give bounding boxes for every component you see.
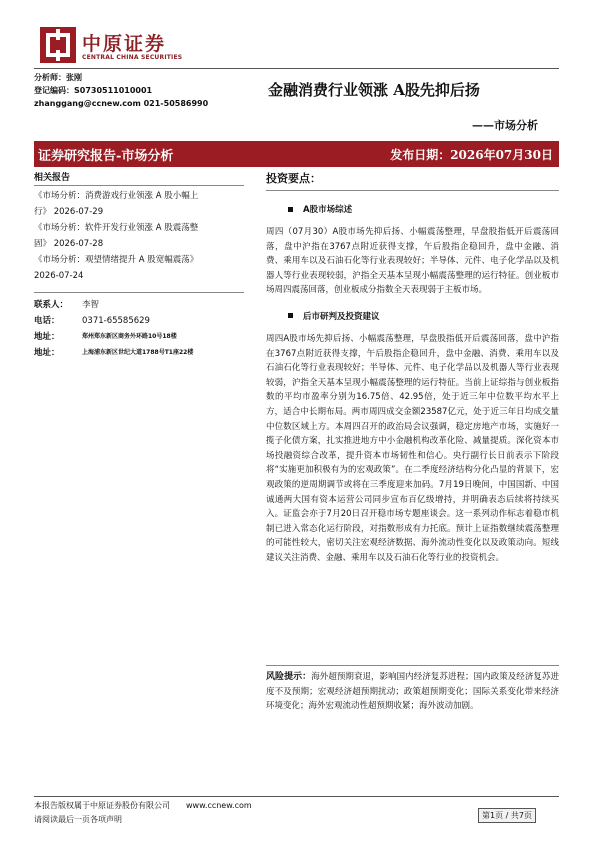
contact-address-value: 上海浦东新区世纪大道1788号T1座22楼 <box>82 349 194 356</box>
key-points-title: 投资要点： <box>266 170 559 191</box>
report-title: 金融消费行业领涨 A股先抑后扬 <box>268 81 480 99</box>
section-heading <box>266 203 559 215</box>
brand-logo-icon <box>40 27 76 63</box>
contact-person-label: 联系人： <box>34 300 69 310</box>
analyst-info <box>34 71 208 110</box>
contact-address-row <box>34 345 244 361</box>
risk-text: 海外超预期衰退，影响国内经济复苏进程；国内政策及经济复苏进度不及预期；宏观经济超预期扰动；政策超预期变化；国际关系变化带来经济环境变化；海外宏观流动性超预期收紧；海外波动加剧。 <box>266 672 559 712</box>
report-date: 发布日期：2026年07月30日 <box>390 148 553 162</box>
related-report-title: 《市场分析：软件开发行业领涨 A 股震荡整 <box>34 223 199 233</box>
contact-person-row <box>34 297 244 313</box>
contact-phone-label: 电话： <box>34 316 60 326</box>
sidebar <box>34 170 244 361</box>
related-report-item[interactable] <box>34 188 244 220</box>
section-heading-text: 后市研判及投资建议 <box>303 311 380 322</box>
related-report-title: 《市场分析：观望情绪提升 A 股宽幅震荡》 <box>34 255 199 265</box>
risk-warning <box>266 665 559 714</box>
related-report-item[interactable] <box>34 252 244 284</box>
report-subtitle: ——市场分析 <box>472 119 538 132</box>
contact-phone-value: 0371-65585629 <box>82 316 150 326</box>
header-divider <box>34 68 559 69</box>
related-reports-heading: 相关报告 <box>34 170 244 186</box>
analyst-contact: zhanggang@ccnew.com 021-50586990 <box>34 99 209 108</box>
contact-address-value: 郑州郑东新区商务外环路10号18楼 <box>82 333 177 340</box>
key-points <box>266 170 559 565</box>
risk-label: 风险提示： <box>266 672 312 682</box>
section-heading <box>266 310 559 322</box>
contact-phone-row <box>34 313 244 329</box>
bullet-square-icon <box>288 313 293 318</box>
footer-url-link[interactable]: www.ccnew.com <box>186 801 252 810</box>
report-banner <box>34 141 559 167</box>
outlook-paragraph: 周四A股市场先抑后扬、小幅震荡整理，早盘股指低开后震荡回落，盘中沪指在3767点附近获得支撑，午后股指企稳回升，盘中金融、消费、乘用车以及石油石化等行业表现较好；半导体、元件、电子化学品以及机器人等行业表现较弱，沪指全天基本呈现小幅震荡整理的运行特征。当前上证综指与创业板指数的平均市盈率分别为16.75倍、42.95倍，处于近三年中位数平均水平上方，适合中长期布局。两市周四成交金额23587亿元，处于近三年日均成交量中位数区域上方。本周四召开的政治局会议强调，稳定房地产市场，实施好一揽子化债方案，扎实推进地方中小金融机构改革化险、减量提质。深化资本市场投融资综合改革，提升资本市场韧性和信心。央行副行长日前表示下阶段将“实施更加积极有为的宏观政策”。在二季度经济结构分化凸显的背景下，宏观政策的逆周期调节或将在三季度迎来加码。7月19日晚间，中国国新、中国诚通两大国有资本运营公司同步宣布百亿级增持，并明确表态后续将持续买入。证监会亦于7月20日召开稳市场专题座谈会。这一系列动作标志着稳市机制已进入常态化运行阶段，对指数形成有力托底。预计上证指数继续震荡整理的可能性较大，密切关注宏观经济数据、海外流动性变化以及政策动向。短线建议关注消费、金融、乘用车以及石油石化等行业的投资机会。 <box>266 333 559 563</box>
related-reports-list <box>34 188 244 284</box>
related-report-date: 2026-07-24 <box>34 271 84 281</box>
related-report-title: 《市场分析：消费游戏行业领涨 A 股小幅上 <box>34 191 199 201</box>
related-report-date: 固》 2026-07-28 <box>34 239 104 249</box>
brand-name-cn: 中原证券 <box>82 33 167 55</box>
related-report-item[interactable] <box>34 220 244 252</box>
contact-block <box>34 297 244 361</box>
footer-disclaimer: 请阅读最后一页各项声明 <box>34 815 122 824</box>
section-heading-text: A股市场综述 <box>303 205 353 215</box>
footer-copyright: 本报告版权属于中原证券股份有限公司 <box>34 801 170 810</box>
page-indicator: 第1页 / 共7页 <box>478 808 536 823</box>
analyst-name: 分析师：张刚 <box>34 73 82 82</box>
bullet-square-icon <box>288 207 293 212</box>
brand-logo <box>40 27 190 67</box>
market-summary-paragraph: 周四（07月30）A股市场先抑后扬、小幅震荡整理，早盘股指低开后震荡回落，盘中沪指在3767点附近获得支撑，午后股指企稳回升，盘中金融、消费、乘用车以及石油石化等行业表现较好；半导体、元件、电子化学品以及机器人等行业表现较弱，沪指全天基本呈现小幅震荡整理的运行特征。创业板市场周四震荡回落，创业板成分指数全天表现弱于主板市场。 <box>266 227 559 296</box>
contact-address-label: 地址： <box>34 348 60 358</box>
footer <box>34 799 252 827</box>
report-category: 证券研究报告-市场分析 <box>38 149 174 164</box>
contact-person-value: 李智 <box>82 300 100 310</box>
related-report-date: 行》 2026-07-29 <box>34 207 104 217</box>
contact-address-row <box>34 329 244 345</box>
contacts-divider <box>34 292 244 293</box>
footer-divider <box>34 796 559 797</box>
brand-name-en: CENTRAL CHINA SECURITIES <box>82 54 183 61</box>
contact-address-label: 地址： <box>34 332 60 342</box>
analyst-registration: 登记编码：S0730511010001 <box>34 86 153 95</box>
